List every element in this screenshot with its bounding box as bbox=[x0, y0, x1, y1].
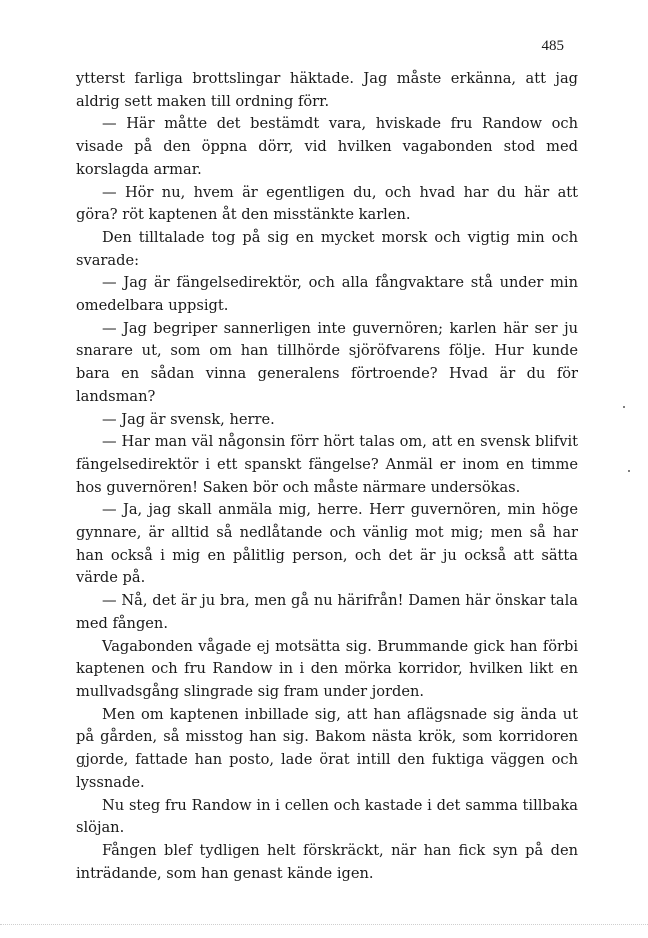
paragraph: Nu steg fru Randow in i cellen och kastade i det samma tillbaka slöjan. bbox=[76, 796, 578, 837]
page-body bbox=[76, 68, 578, 885]
paragraph: — Jag är fängelsedirektör, och alla fångvaktare stå under min omedelbara uppsigt. bbox=[76, 274, 578, 315]
paragraph: — Hör nu, hvem är egentligen du, och hvad har du här att göra? röt kaptenen åt den misstänkte karlen. bbox=[76, 183, 578, 224]
paragraph: — Har man väl någonsin förr hört talas om, att en svensk blifvit fängelsedirektör i ett spanskt fängelse? Anmäl er inom en timme hos guvernören! Saken bör och måste närmare undersökas. bbox=[76, 433, 578, 496]
paragraph: Vagabonden vågade ej motsätta sig. Brummande gick han förbi kaptenen och fru Randow in i den mörka korridor, hvilken likt en mullvadsgång slingrade sig fram under jorden. bbox=[76, 637, 578, 700]
paragraph: ytterst farliga brottslingar häktade. Jag måste erkänna, att jag aldrig sett maken till ordning förr. bbox=[76, 70, 578, 110]
paragraph: — Nå, det är ju bra, men gå nu härifrån! Damen här önskar tala med fången. bbox=[76, 592, 578, 632]
paragraph: — Ja, jag skall anmäla mig, herre. Herr guvernören, min höge gynnare, är alltid så nedlåtande och vänlig mot mig; men så har han också i mig en pålitlig person, och det är ju också att sätta värde på. bbox=[76, 501, 578, 587]
paragraph: — Jag är svensk, herre. bbox=[102, 410, 275, 428]
paragraph: Den tilltalade tog på sig en mycket morsk och vigtig min och svarade: bbox=[76, 228, 578, 269]
paragraph: — Jag begriper sannerligen inte guvernören; karlen här ser ju snarare ut, som om han tillhörde sjöröfvarens följe. Hur kunde bara en sådan vinna generalens förtroende? Hvad är du för landsman? bbox=[76, 319, 578, 405]
scan-noise-line bbox=[0, 924, 648, 926]
scan-speck bbox=[623, 406, 625, 408]
scan-speck bbox=[628, 470, 630, 472]
page-number: 485 bbox=[541, 38, 564, 54]
paragraph: Fången blef tydligen helt förskräckt, när han fick syn på den inträdande, som han genast kände igen. bbox=[76, 841, 578, 882]
paragraph: — Här måtte det bestämdt vara, hviskade fru Randow och visade på den öppna dörr, vid hvilken vagabonden stod med korslagda armar. bbox=[76, 115, 578, 178]
paragraph: Men om kaptenen inbillade sig, att han aflägsnade sig ända ut på gården, så misstog han sig. Bakom nästa krök, som korridoren gjorde, fattade han posto, lade örat intill den fuktiga väggen och lyssnade. bbox=[76, 705, 578, 791]
